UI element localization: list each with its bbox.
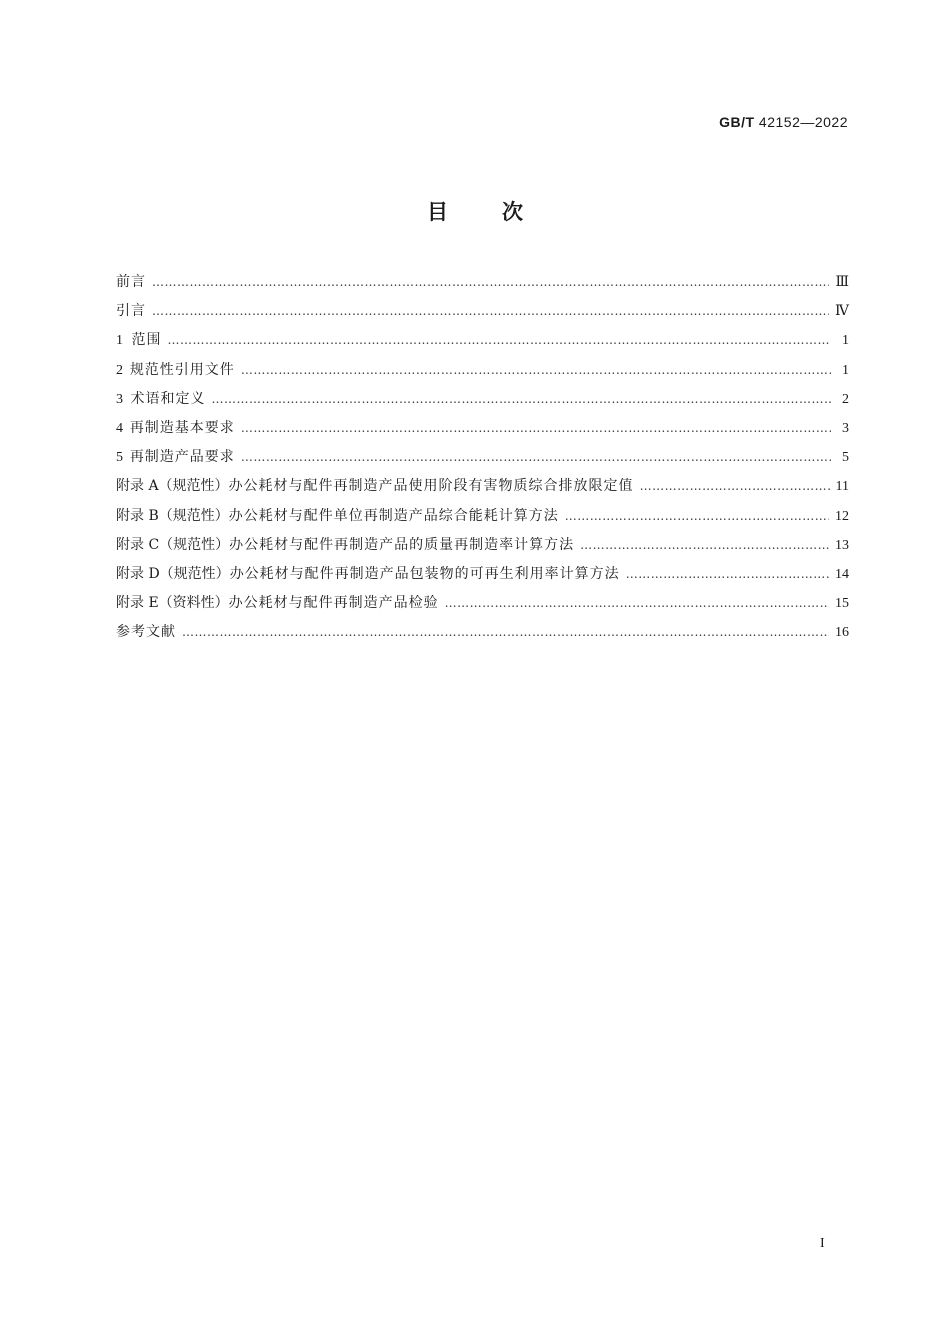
toc-entry[interactable] <box>116 329 849 358</box>
toc-entry[interactable] <box>116 534 849 563</box>
toc-entry[interactable] <box>116 417 849 446</box>
toc-entry-number: 4 <box>116 420 123 436</box>
toc-entry[interactable] <box>116 388 849 417</box>
toc-entry-label: 办公耗材与配件再制造产品检验 <box>228 595 439 612</box>
toc-entry-appendix-prefix: 附录 C（规范性） <box>116 536 230 553</box>
toc-entry-label: 办公耗材与配件再制造产品包装物的可再生利用率计算方法 <box>229 565 620 582</box>
toc-entry-label: 办公耗材与配件再制造产品的质量再制造率计算方法 <box>229 536 575 553</box>
toc-dot-leader <box>640 479 830 493</box>
toc-entry-label: 范围 <box>131 332 162 349</box>
toc-entry-page: 13 <box>835 537 849 553</box>
toc-entry-page: 1 <box>842 362 849 378</box>
page-number: I <box>820 1236 825 1251</box>
toc-dot-leader <box>152 304 829 318</box>
toc-entry[interactable] <box>116 446 849 475</box>
toc-entry-label: 引言 <box>116 303 146 320</box>
toc-entry[interactable] <box>116 621 849 650</box>
toc-entry-number: 5 <box>116 450 123 466</box>
toc-entry[interactable] <box>116 271 849 300</box>
toc-entry-page: 2 <box>842 391 849 407</box>
toc-entry-label: 参考文献 <box>116 624 176 641</box>
document-code-prefix: GB/T <box>719 114 755 130</box>
toc-dot-leader <box>212 392 832 406</box>
toc-entry-label: 规范性引用文件 <box>129 361 235 378</box>
toc-entry-appendix-prefix: 附录 D（规范性） <box>116 565 230 582</box>
toc-entry-page: 11 <box>835 479 849 495</box>
toc-dot-leader <box>626 567 829 581</box>
toc-entry[interactable] <box>116 300 849 329</box>
toc-entry-page: 16 <box>835 625 849 641</box>
toc-entry-page: 14 <box>835 566 849 582</box>
toc-entry[interactable] <box>116 563 849 592</box>
toc-entry-number: 1 <box>116 333 123 349</box>
toc-entry-page: 5 <box>842 450 849 466</box>
toc-entry-label: 办公耗材与配件再制造产品使用阶段有害物质综合排放限定值 <box>228 478 634 495</box>
toc-entry-appendix-prefix: 附录 B（规范性） <box>116 507 229 524</box>
toc-entry-label: 办公耗材与配件单位再制造产品综合能耗计算方法 <box>228 507 559 524</box>
document-code-number: 42152—2022 <box>758 114 848 130</box>
toc-entry-label: 前言 <box>116 274 146 290</box>
toc-entry-label: 再制造基本要求 <box>129 419 235 436</box>
toc-entry[interactable] <box>116 592 849 621</box>
toc-dot-leader <box>580 538 829 552</box>
toc-entry[interactable] <box>116 359 849 388</box>
toc-dot-leader <box>241 450 831 464</box>
toc-title: 目次 <box>427 200 577 224</box>
toc-entry[interactable] <box>116 505 849 534</box>
toc-dot-leader <box>241 363 831 377</box>
toc-entry-page: 12 <box>835 508 849 524</box>
toc-dot-leader <box>152 275 829 289</box>
toc-entry-page: 1 <box>842 333 849 349</box>
toc-entry-page: Ⅳ <box>835 304 849 320</box>
toc-entry-page: Ⅲ <box>835 275 849 290</box>
toc-dot-leader <box>445 596 829 610</box>
toc-entry-number: 2 <box>116 362 123 378</box>
toc-dot-leader <box>241 421 831 435</box>
toc-entry-appendix-prefix: 附录 E（资料性） <box>116 595 229 612</box>
toc-entry-label: 术语和定义 <box>130 390 206 407</box>
toc-entry-page: 15 <box>835 596 849 612</box>
toc-entry-page: 3 <box>842 420 849 436</box>
table-of-contents <box>116 271 849 650</box>
toc-entry-label: 再制造产品要求 <box>129 449 235 466</box>
toc-entry-appendix-prefix: 附录 A（规范性） <box>116 478 229 495</box>
toc-entry-number: 3 <box>116 391 123 407</box>
toc-entry[interactable] <box>116 475 849 504</box>
document-code <box>719 114 848 130</box>
toc-dot-leader <box>565 509 829 523</box>
toc-dot-leader <box>182 625 829 639</box>
toc-dot-leader <box>168 333 831 347</box>
